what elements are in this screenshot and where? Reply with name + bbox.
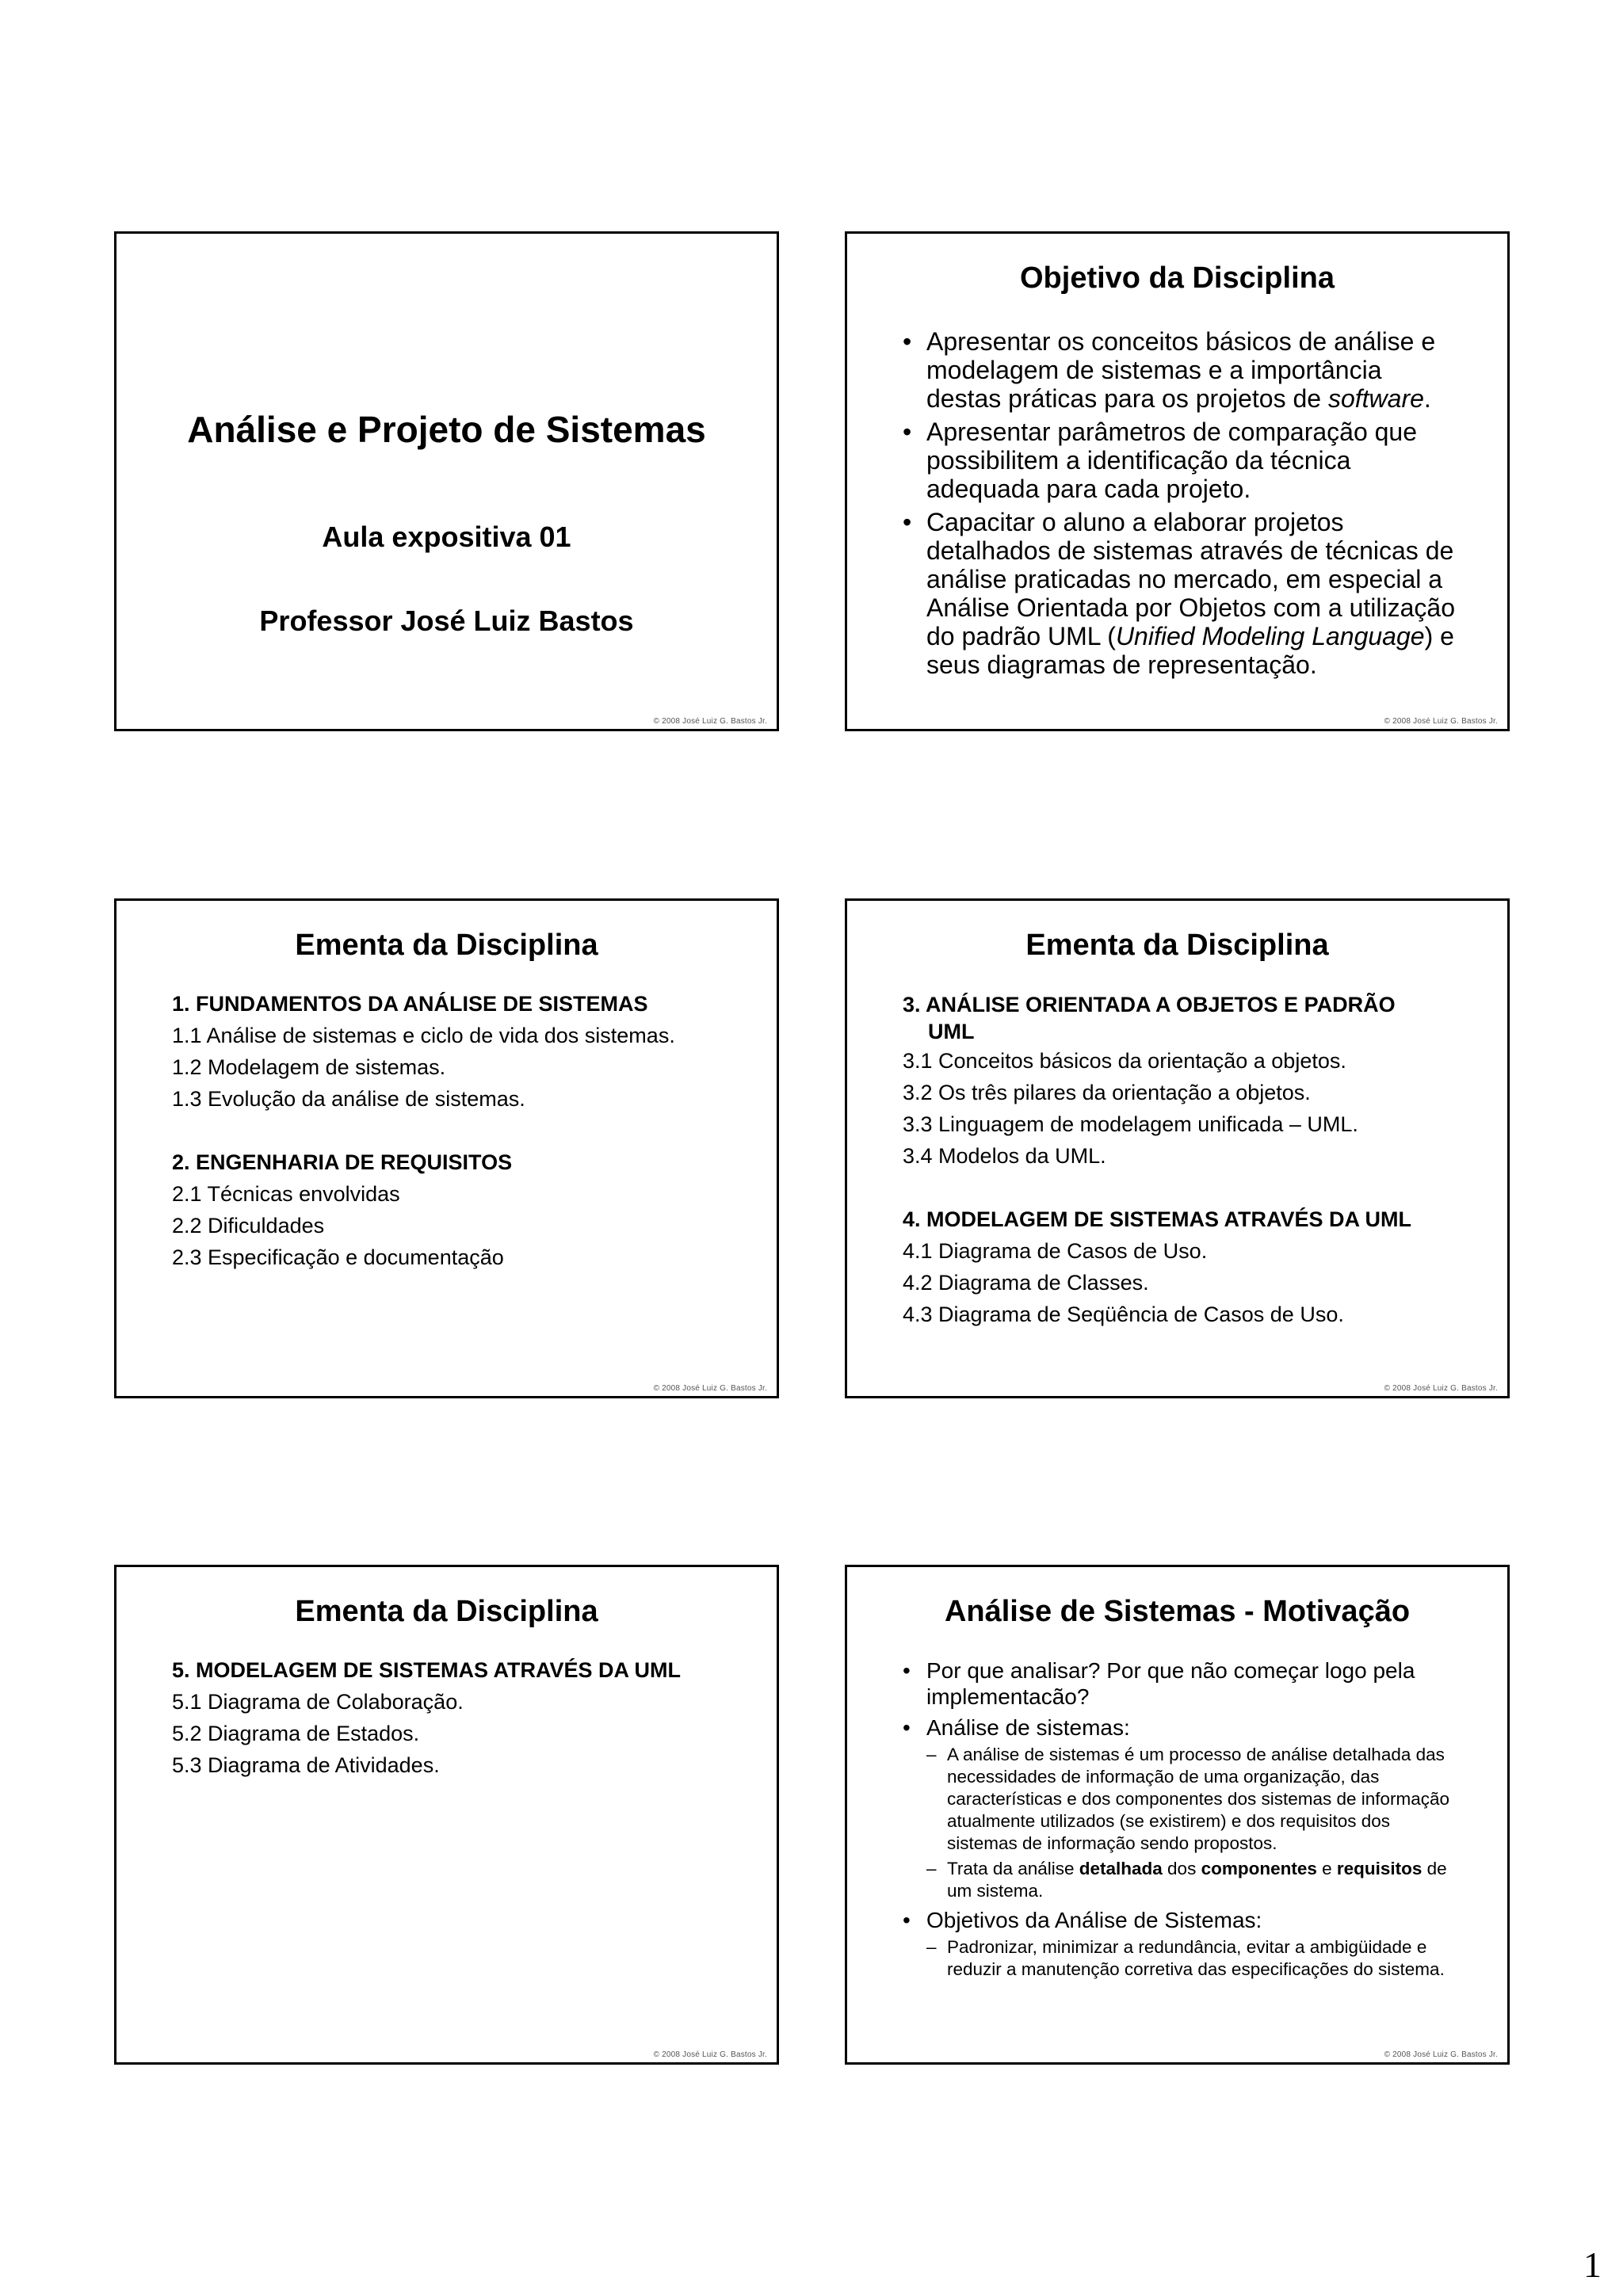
syllabus-item: 3.1 Conceitos básicos da orientação a objetos. [903, 1049, 1346, 1073]
syllabus-section-heading: 5. MODELAGEM DE SISTEMAS ATRAVÉS DA UML [172, 1658, 682, 1682]
slide-2-bullets [903, 327, 1460, 684]
sub-bullet-list [926, 1936, 1463, 1981]
bullet-item [903, 1714, 1463, 1902]
syllabus-item: 1.3 Evolução da análise de sistemas. [172, 1087, 525, 1111]
slide-6-bullets [903, 1657, 1463, 1985]
syllabus-list [172, 988, 745, 1273]
copyright-note: © 2008 José Luiz G. Bastos Jr. [653, 717, 767, 726]
slide-2-title: Objetivo da Disciplina [1020, 261, 1335, 295]
sub-bullet-text: Trata da análise [947, 1859, 1079, 1878]
page-number: 1 [1583, 2245, 1602, 2285]
copyright-note: © 2008 José Luiz G. Bastos Jr. [653, 2050, 767, 2059]
syllabus-item: 3.4 Modelos da UML. [903, 1144, 1106, 1168]
slide-4-title: Ementa da Disciplina [1025, 929, 1329, 962]
syllabus-section-heading: 1. FUNDAMENTOS DA ANÁLISE DE SISTEMAS [172, 992, 648, 1016]
heading-line: 3. ANÁLISE ORIENTADA A OBJETOS E PADRÃO [903, 993, 1396, 1016]
slide-3 [114, 898, 779, 1398]
sub-bullet-item [926, 1858, 1463, 1902]
copyright-note: © 2008 José Luiz G. Bastos Jr. [653, 1384, 767, 1393]
sub-bullet-list [926, 1744, 1463, 1902]
emphasis-text: detalhada [1079, 1859, 1163, 1878]
bullet-item [903, 1907, 1463, 1981]
syllabus-item: 2.1 Técnicas envolvidas [172, 1182, 400, 1206]
slide-6-title: Análise de Sistemas - Motivação [944, 1595, 1411, 1628]
slide-3-title: Ementa da Disciplina [295, 929, 598, 962]
syllabus-list [172, 1654, 745, 1781]
syllabus-item: 3.2 Os três pilares da orientação a objetos. [903, 1081, 1311, 1104]
bullet-text: Por que analisar? Por que não começar logo pela implementacão? [926, 1658, 1415, 1709]
slide-2 [845, 231, 1510, 731]
bullet-item [903, 418, 1460, 503]
bullet-text: Apresentar parâmetros de comparação que possibilitem a identificação da técnica adequada para cada projeto. [926, 418, 1418, 503]
bullet-text: Análise de sistemas: [926, 1715, 1130, 1740]
syllabus-item: 5.1 Diagrama de Colaboração. [172, 1690, 464, 1714]
syllabus-item: 5.3 Diagrama de Atividades. [172, 1753, 440, 1777]
syllabus-section-heading [903, 991, 1476, 1045]
bullet-emphasis: software [1327, 384, 1424, 413]
bullet-text: Objetivos da Análise de Sistemas: [926, 1908, 1262, 1932]
slide-5 [114, 1565, 779, 2065]
bullet-text: . [1423, 384, 1431, 413]
syllabus-section-heading: 4. MODELAGEM DE SISTEMAS ATRAVÉS DA UML [903, 1207, 1412, 1231]
slide-5-title: Ementa da Disciplina [295, 1595, 598, 1628]
bullet-item [903, 327, 1460, 413]
slide-1-author: Professor José Luiz Bastos [259, 605, 634, 637]
syllabus-item: 4.3 Diagrama de Seqüência de Casos de Uso. [903, 1302, 1344, 1326]
sub-bullet-text: Padronizar, minimizar a redundância, evitar a ambigüidade e reduzir a manutenção corretiva das especificações do sistema. [947, 1937, 1445, 1979]
heading-line: UML [928, 1020, 975, 1043]
sub-bullet-text: e [1316, 1859, 1337, 1878]
bullet-text: ) e seus diagramas de representação. [926, 622, 1454, 679]
syllabus-item: 2.3 Especificação e documentação [172, 1245, 504, 1269]
slide-1-title: Análise e Projeto de Sistemas [187, 409, 706, 450]
syllabus-item: 3.3 Linguagem de modelagem unificada – UML. [903, 1112, 1358, 1136]
emphasis-text: requisitos [1336, 1859, 1423, 1878]
copyright-note: © 2008 José Luiz G. Bastos Jr. [1384, 2050, 1498, 2059]
sub-bullet-item [926, 1744, 1463, 1855]
spacer [172, 1115, 745, 1146]
syllabus-list [903, 991, 1476, 1330]
slide-1 [114, 231, 779, 731]
syllabus-item: 5.2 Diagrama de Estados. [172, 1722, 420, 1745]
slide-1-subtitle: Aula expositiva 01 [322, 521, 571, 553]
syllabus-item: 4.1 Diagrama de Casos de Uso. [903, 1239, 1208, 1263]
syllabus-item: 2.2 Dificuldades [172, 1214, 325, 1238]
emphasis-text: componentes [1201, 1859, 1317, 1878]
bullet-text: Capacitar o aluno a elaborar projetos detalhados de sistemas através de técnicas de análise praticadas no mercado, em especial a Análise Orientada por Objetos com a utilização do padrão UML ( [926, 508, 1456, 650]
bullet-emphasis: Unified Modeling Language [1115, 622, 1425, 650]
slide-4 [845, 898, 1510, 1398]
syllabus-item: 4.2 Diagrama de Classes. [903, 1271, 1149, 1295]
bullet-item [903, 1657, 1463, 1710]
syllabus-item: 1.2 Modelagem de sistemas. [172, 1055, 446, 1079]
sub-bullet-text: A análise de sistemas é um processo de análise detalhada das necessidades de informação de uma organização, das características e dos componentes dos sistemas de informação atualmente utilizados (se existirem) e dos requisitos dos sistemas de informação sendo propostos. [947, 1745, 1450, 1853]
bullet-text: Apresentar os conceitos básicos de análise e modelagem de sistemas e a importância destas práticas para os projetos de [926, 327, 1436, 413]
spacer [903, 1172, 1476, 1203]
copyright-note: © 2008 José Luiz G. Bastos Jr. [1384, 717, 1498, 726]
sub-bullet-text: dos [1162, 1859, 1201, 1878]
sub-bullet-item [926, 1936, 1463, 1981]
copyright-note: © 2008 José Luiz G. Bastos Jr. [1384, 1384, 1498, 1393]
syllabus-section-heading: 2. ENGENHARIA DE REQUISITOS [172, 1150, 513, 1174]
sub-bullet-text: de um sistema. [947, 1859, 1447, 1901]
slide-6 [845, 1565, 1510, 2065]
syllabus-item: 1.1 Análise de sistemas e ciclo de vida dos sistemas. [172, 1024, 675, 1047]
bullet-item [903, 508, 1460, 679]
